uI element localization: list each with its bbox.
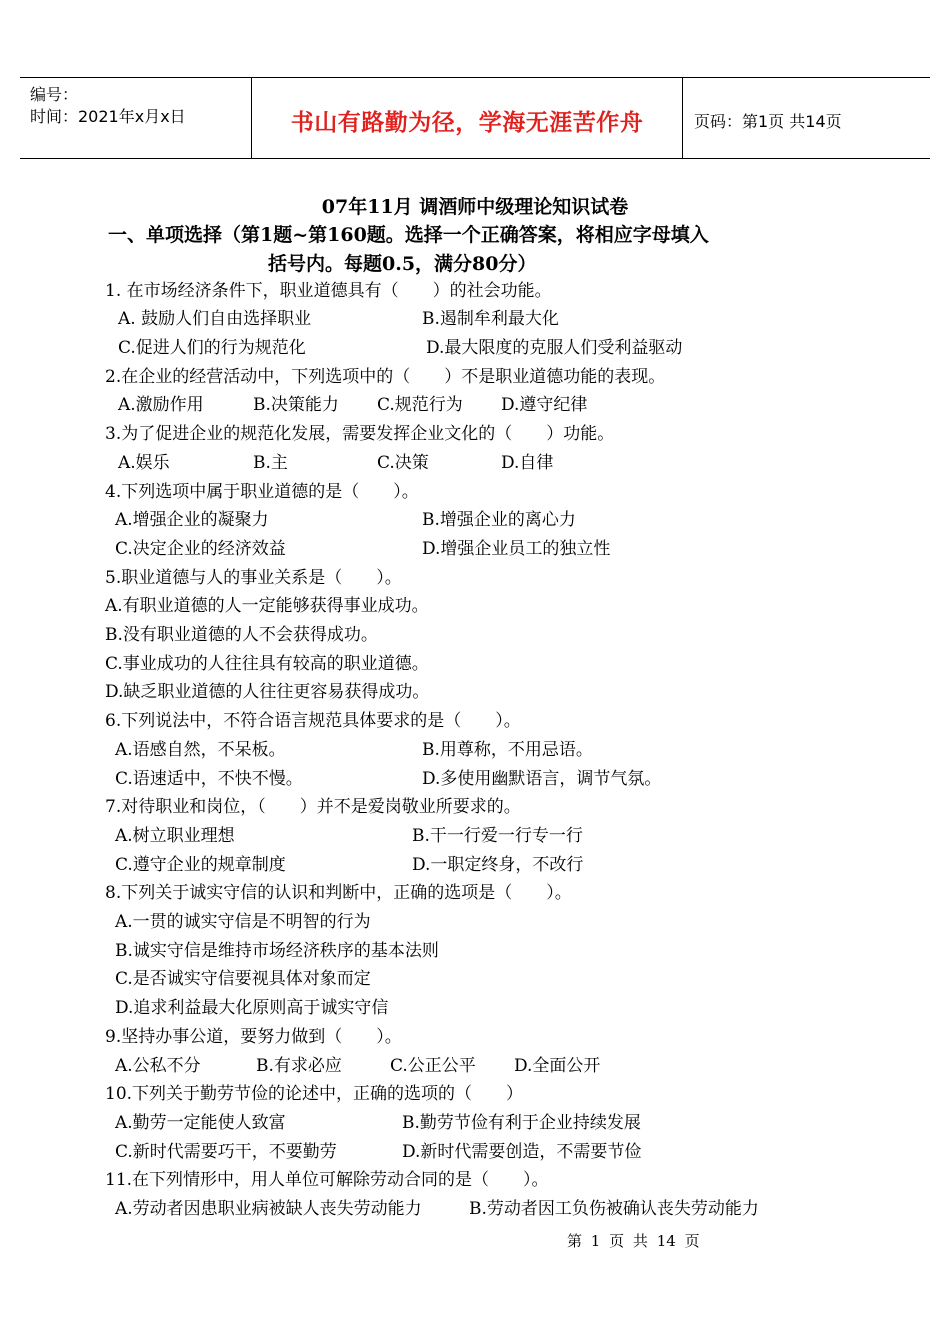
option: C.公正公平 xyxy=(390,1056,476,1076)
question-stem: 7.对待职业和岗位，（ ）并不是爱岗敬业所要求的。 xyxy=(105,797,521,817)
question-stem: 3.为了促进企业的规范化发展，需要发挥企业文化的（ ）功能。 xyxy=(105,424,615,444)
footer-text: 共 xyxy=(632,1232,648,1250)
footer-text: 页 xyxy=(684,1232,700,1250)
option: A. 鼓励人们自由选择职业 xyxy=(118,309,312,329)
option: C.事业成功的人往往具有较高的职业道德。 xyxy=(105,654,429,674)
option: D.自律 xyxy=(501,453,554,473)
option: B.用尊称，不用忌语。 xyxy=(422,740,593,760)
option: B.诚实守信是维持市场经济秩序的基本法则 xyxy=(115,941,439,961)
option: C.规范行为 xyxy=(377,395,463,415)
option: B.遏制牟利最大化 xyxy=(422,309,559,329)
footer-text: 页 xyxy=(609,1232,625,1250)
option: A.语感自然，不呆板。 xyxy=(115,740,286,760)
option: C.语速适中，不快不慢。 xyxy=(115,769,303,789)
option: B.决策能力 xyxy=(253,395,339,415)
header-divider xyxy=(682,78,683,158)
option: B.劳动者因工负伤被确认丧失劳动能力 xyxy=(469,1199,759,1219)
page-title: 07年11月 调酒师中级理论知识试卷 xyxy=(321,196,629,218)
section-heading-line: 括号内。每题0.5，满分80分） xyxy=(268,253,537,275)
option: A.增强企业的凝聚力 xyxy=(115,510,269,530)
option: C.决定企业的经济效益 xyxy=(115,539,286,559)
footer-total-pages: 14 xyxy=(656,1232,676,1250)
question-stem: 2.在企业的经营活动中，下列选项中的（ ）不是职业道德功能的表现。 xyxy=(105,367,666,387)
time-label: 时间：2021年x月x日 xyxy=(30,107,186,126)
page-info: 页码：第1页 共14页 xyxy=(694,112,842,131)
option: A.勤劳一定能使人致富 xyxy=(115,1113,286,1133)
option: A.有职业道德的人一定能够获得事业成功。 xyxy=(105,596,429,616)
option: C.遵守企业的规章制度 xyxy=(115,855,286,875)
option: D.全面公开 xyxy=(514,1056,601,1076)
option: A.激励作用 xyxy=(118,395,204,415)
option: A.劳动者因患职业病被缺人丧失劳动能力 xyxy=(115,1199,422,1219)
option: B.没有职业道德的人不会获得成功。 xyxy=(105,625,378,645)
section-heading xyxy=(108,221,808,279)
option: D.最大限度的克服人们受利益驱动 xyxy=(426,338,683,358)
option: A.娱乐 xyxy=(118,453,170,473)
option: D.新时代需要创造，不需要节俭 xyxy=(402,1142,642,1162)
page-footer xyxy=(565,1230,702,1251)
number-label: 编号： xyxy=(30,85,79,104)
question-stem: 6.下列说法中，不符合语言规范具体要求的是（ ）。 xyxy=(105,711,521,731)
option: C.是否诚实守信要视具体对象而定 xyxy=(115,969,371,989)
footer-page-number: 1 xyxy=(590,1232,601,1250)
section-heading-line: 一、单项选择（第1题~第160题。选择一个正确答案，将相应字母填入 xyxy=(108,224,709,246)
option: B.干一行爱一行专一行 xyxy=(412,826,583,846)
header-meta xyxy=(30,84,186,128)
option: B.有求必应 xyxy=(256,1056,342,1076)
option: A.公私不分 xyxy=(115,1056,201,1076)
question-stem: 1. 在市场经济条件下，职业道德具有（ ）的社会功能。 xyxy=(105,281,552,301)
option: A.一贯的诚实守信是不明智的行为 xyxy=(115,912,371,932)
option: C.决策 xyxy=(377,453,429,473)
option: D.遵守纪律 xyxy=(501,395,588,415)
question-stem: 8.下列关于诚实守信的认识和判断中，正确的选项是（ ）。 xyxy=(105,883,572,903)
option: D.多使用幽默语言，调节气氛。 xyxy=(422,769,662,789)
option: D.缺乏职业道德的人往往更容易获得成功。 xyxy=(105,682,430,702)
motto: 书山有路勤为径，学海无涯苦作舟 xyxy=(290,110,644,136)
option: C.促进人们的行为规范化 xyxy=(118,338,306,358)
footer-text: 第 xyxy=(567,1232,583,1250)
option: D.一职定终身，不改行 xyxy=(412,855,584,875)
question-stem: 10.下列关于勤劳节俭的论述中，正确的选项的（ ） xyxy=(105,1084,524,1104)
header-table xyxy=(20,77,930,159)
question-stem: 9.坚持办事公道，要努力做到（ ）。 xyxy=(105,1027,402,1047)
option: B.主 xyxy=(253,453,288,473)
option: D.增强企业员工的独立性 xyxy=(422,539,611,559)
option: B.勤劳节俭有利于企业持续发展 xyxy=(402,1113,641,1133)
question-stem: 4.下列选项中属于职业道德的是（ ）。 xyxy=(105,482,419,502)
question-stem: 5.职业道德与人的事业关系是（ ）。 xyxy=(105,568,402,588)
option: C.新时代需要巧干，不要勤劳 xyxy=(115,1142,337,1162)
option: D.追求利益最大化原则高于诚实守信 xyxy=(115,998,389,1018)
question-stem: 11.在下列情形中，用人单位可解除劳动合同的是（ ）。 xyxy=(105,1170,549,1190)
option: A.树立职业理想 xyxy=(115,826,235,846)
option: B.增强企业的离心力 xyxy=(422,510,576,530)
